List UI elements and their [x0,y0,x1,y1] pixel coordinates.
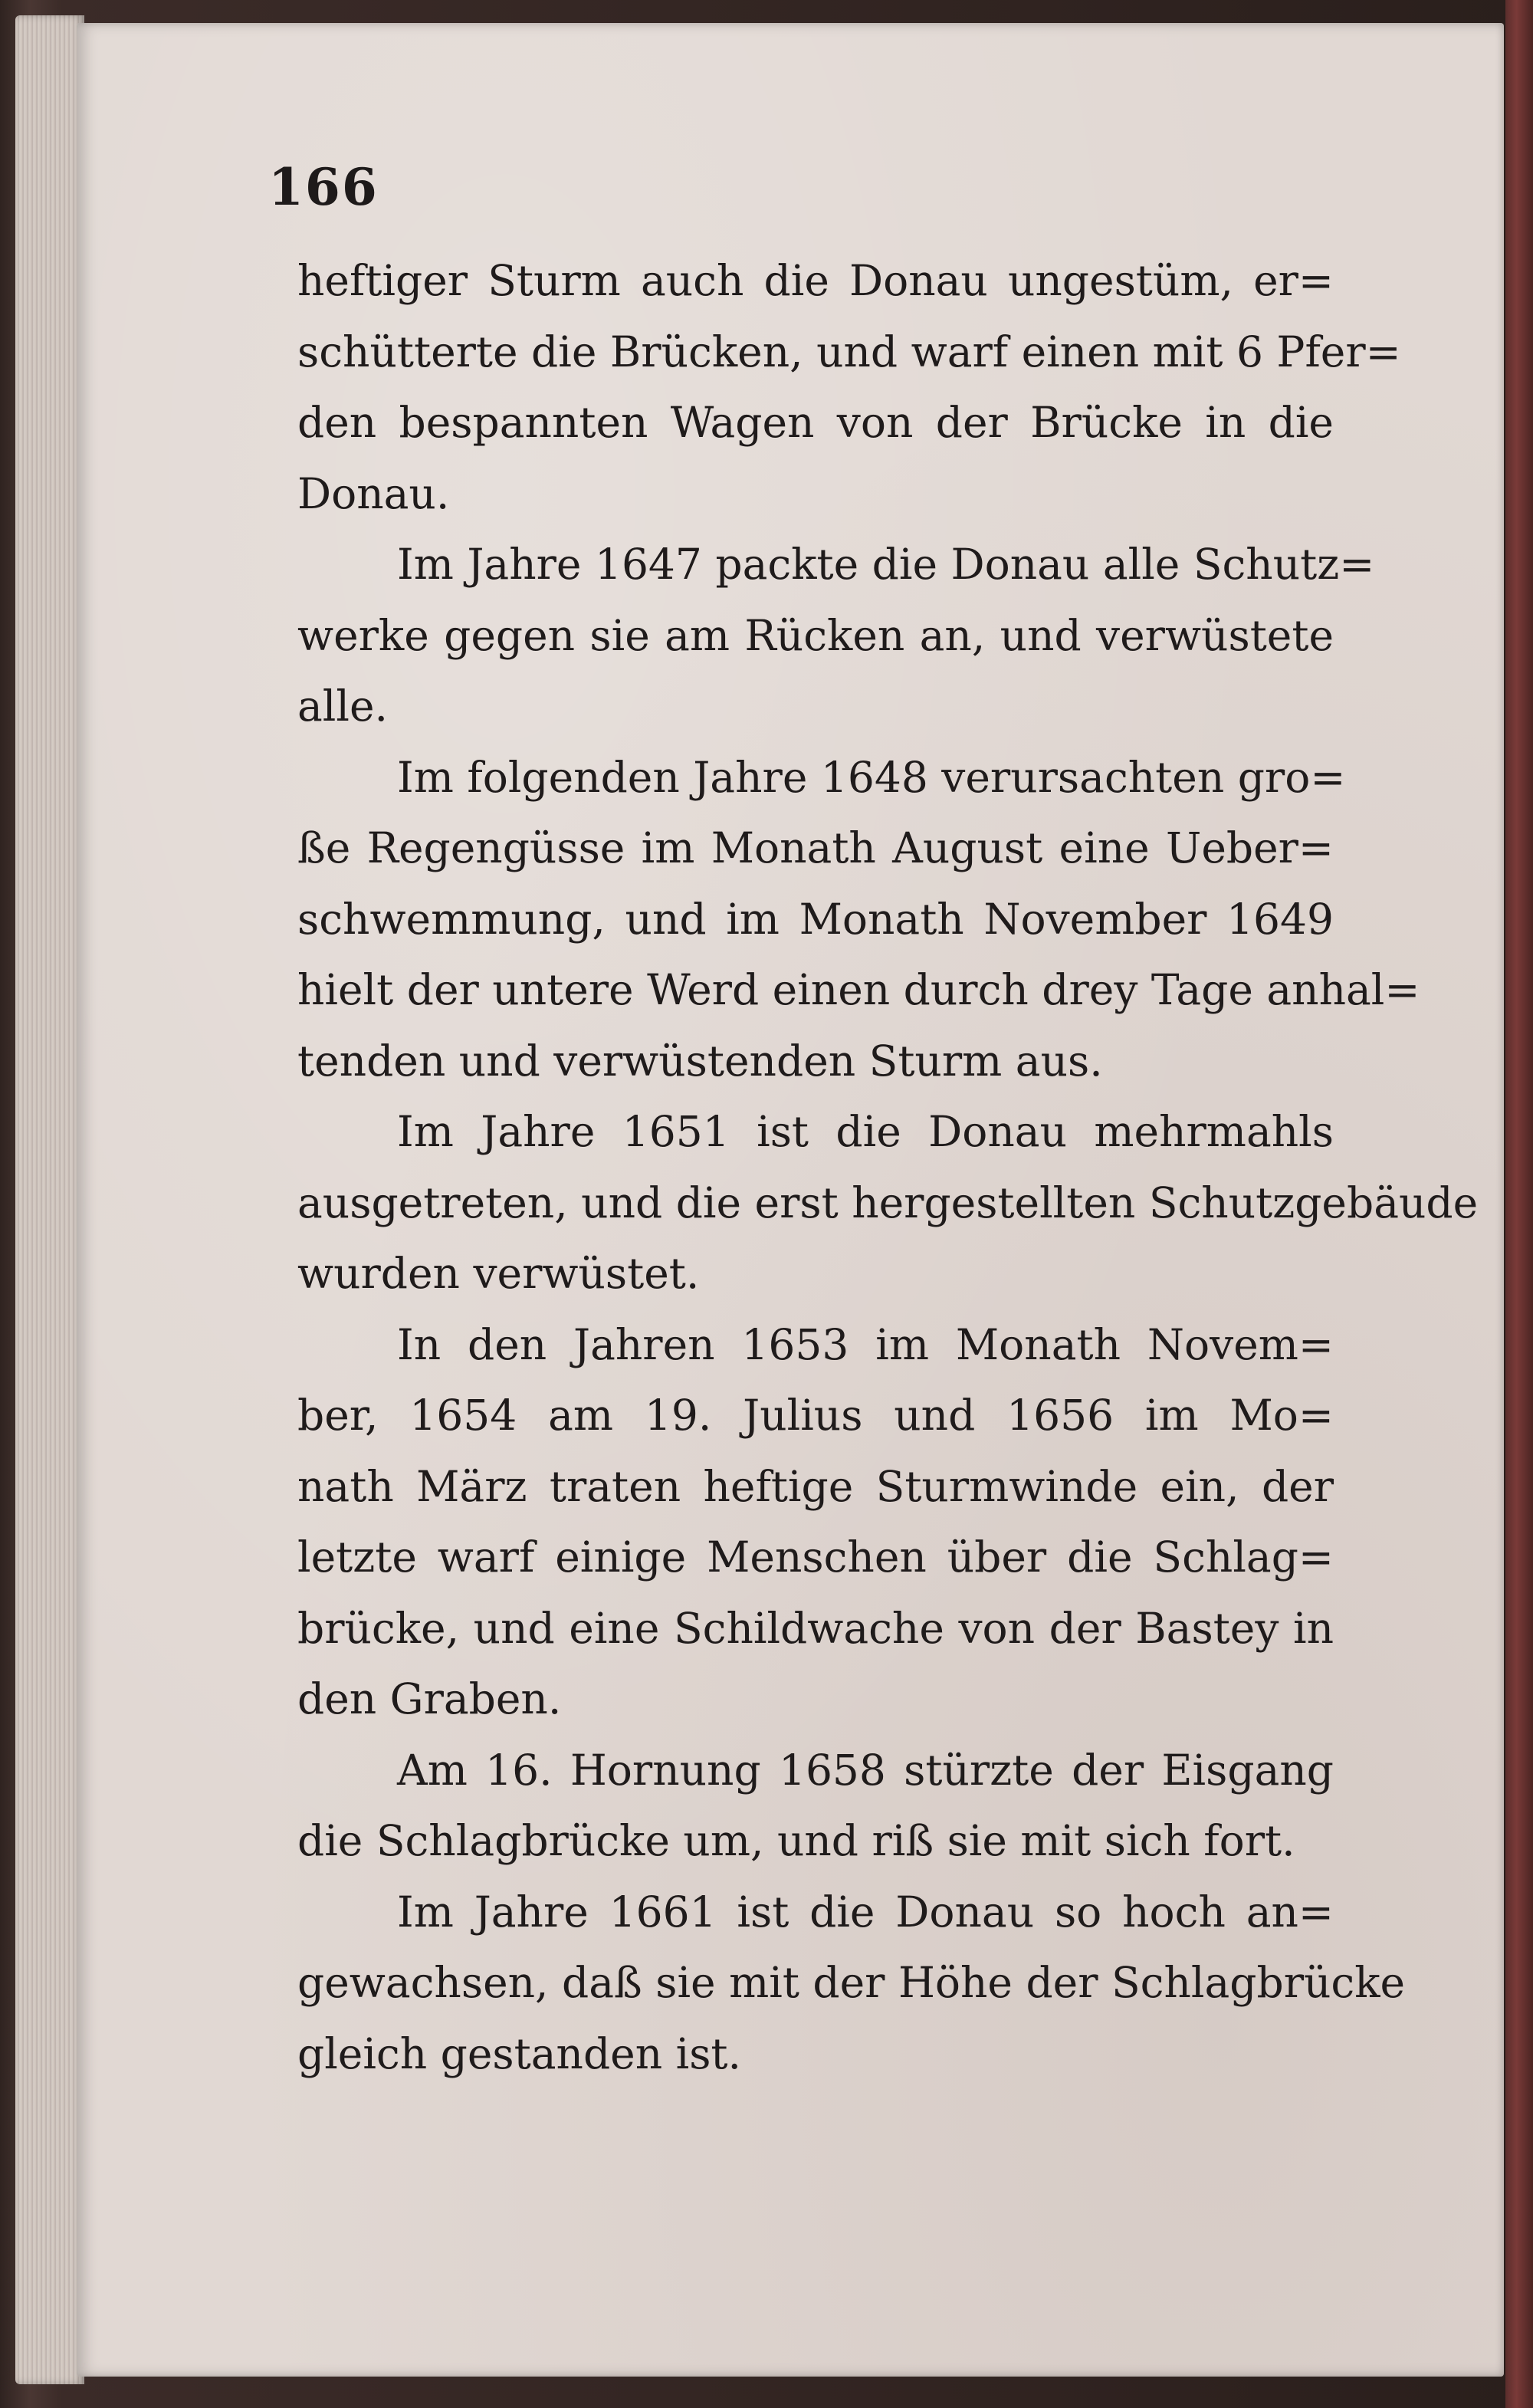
text-line: nath März traten heftige Sturmwinde ein, der [297,1461,1334,1511]
page-number: 166 [268,157,379,217]
text-line: alle. [297,682,389,731]
book-edge [1505,0,1533,2408]
text-line: brücke, und eine Schildwache von der Bastey in [297,1603,1334,1653]
page-edges [15,15,84,2384]
text-line: werke gegen sie am Rücken an, und verwüstete [297,610,1334,660]
text-line: die Schlagbrücke um, und riß sie mit sich fort. [297,1816,1295,1865]
text-line: hielt der untere Werd einen durch drey Tage anhal= [297,965,1420,1014]
body-text [297,245,1479,2089]
text-line: Im Jahre 1647 packte die Donau alle Schutz= [397,540,1375,589]
text-line: schütterte die Brücken, und warf einen mit 6 Pfer= [297,327,1401,376]
text-line: Im Jahre 1651 ist die Donau mehrmahls [397,1107,1334,1156]
text-line: ber, 1654 am 19. Julius und 1656 im Mo= [297,1391,1334,1440]
text-line: ausgetreten, und die erst hergestellten Schutzgebäude [297,1178,1479,1227]
text-line: Im folgenden Jahre 1648 verursachten gro= [397,752,1346,802]
text-line: Im Jahre 1661 ist die Donau so hoch an= [397,1887,1334,1937]
text-line: Donau. [297,468,450,518]
text-line: wurden verwüstet. [297,1249,700,1298]
text-line: gewachsen, daß sie mit der Höhe der Schlagbrücke [297,1958,1406,2007]
text-line: letzte warf einige Menschen über die Schlag= [297,1533,1334,1582]
text-line: tenden und verwüstenden Sturm aus. [297,1036,1103,1086]
text-line: ße Regengüsse im Monath August eine Ueber= [297,823,1334,872]
text-line: heftiger Sturm auch die Donau ungestüm, er= [297,256,1334,305]
text-line: den Graben. [297,1674,562,1723]
text-line: schwemmung, und im Monath November 1649 [297,894,1334,944]
text-line: In den Jahren 1653 im Monath Novem= [397,1319,1334,1369]
text-line: den bespannten Wagen von der Brücke in die [297,398,1334,447]
text-line: Am 16. Hornung 1658 stürzte der Eisgang [397,1745,1334,1795]
text-line: gleich gestanden ist. [297,2029,742,2078]
